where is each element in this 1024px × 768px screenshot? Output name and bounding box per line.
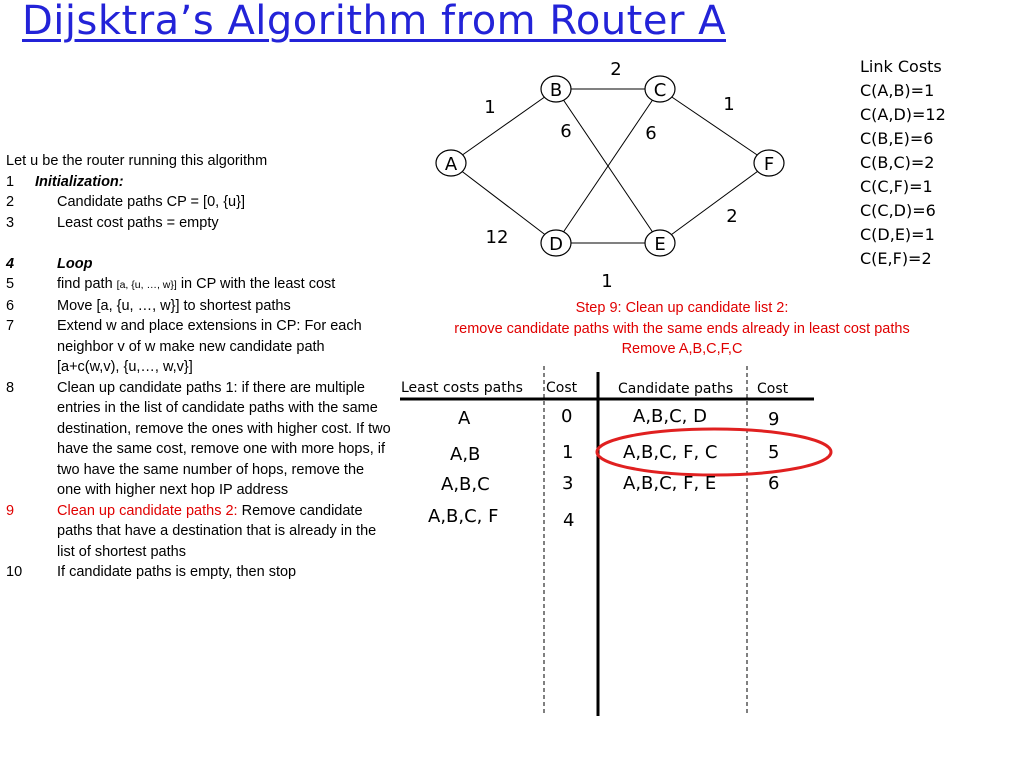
step-note-line-3: Remove A,B,C,F,C <box>621 341 743 357</box>
least-cost-cell: 4 <box>563 510 575 531</box>
step-note-line-1: Step 9: Clean up candidate list 2: <box>575 300 789 316</box>
edge-label-be: 6 <box>560 121 572 142</box>
algorithm-step-4: 4 Loop <box>6 255 93 272</box>
algorithm-step-5: 5 find path [a, {u, …, w}] in CP with the least cost <box>6 276 336 292</box>
link-cost-item: C(C,D)=6 <box>860 201 936 220</box>
link-cost-item: C(A,D)=12 <box>860 105 946 124</box>
edge-label-ad: 12 <box>485 227 509 248</box>
algorithm-step-10: 10 If candidate paths is empty, then stop <box>6 564 297 580</box>
link-cost-item: C(B,C)=2 <box>860 153 935 172</box>
graph-edges <box>451 89 769 243</box>
edge-a-b <box>451 89 556 163</box>
link-cost-item: C(C,F)=1 <box>860 177 933 196</box>
edge-label-cf: 1 <box>723 94 735 115</box>
header-least-cost-paths: Least costs paths <box>401 380 523 396</box>
candidate-path-cell: A,B,C, D <box>633 406 707 427</box>
candidate-cost-cell: 6 <box>768 473 780 494</box>
edge-label-cd: 6 <box>645 123 657 144</box>
algorithm-step-1: 1 Initialization: <box>6 173 124 190</box>
candidate-cost-cell: 5 <box>768 442 780 463</box>
edge-label-bc: 2 <box>610 59 622 80</box>
algorithm-step-7: 7 Extend w and place extensions in CP: For each neighbor v of w make new candidate path [a+c(w,v), {u,…, w,v}] <box>6 318 362 375</box>
least-path-cell: A,B,C, F <box>428 506 499 527</box>
least-path-cell: A,B <box>450 444 481 465</box>
algorithm-step-6: 6 Move [a, {u, …, w}] to shortest paths <box>6 297 291 314</box>
step-note <box>392 298 972 360</box>
node-label-b: B <box>549 80 563 101</box>
node-label-f: F <box>763 154 775 175</box>
algorithm-step-8: 8 Clean up candidate paths 1: if there are multiple entries in the list of candidate paths with the same destination, remove the ones with higher cost. If two have the same cost, remove one with more hops, if two have the same number of hops, remove the one with higher next hop IP address <box>6 379 391 498</box>
node-label-d: D <box>549 234 563 255</box>
edge-label-ab: 1 <box>484 97 496 118</box>
algorithm-step-9: 9 Clean up candidate paths 2: Remove candidate paths that have a destination that is already in the list of shortest paths <box>6 502 377 560</box>
edge-label-ef: 2 <box>726 206 738 227</box>
candidate-cost-cell: 9 <box>768 409 780 430</box>
least-cost-cell: 3 <box>562 473 574 494</box>
node-label-a: A <box>444 154 458 175</box>
link-costs-header: Link Costs <box>860 57 942 76</box>
algorithm-step-3: 3 Least cost paths = empty <box>6 214 219 231</box>
page-title: Dijsktra’s Algorithm from Router A <box>22 0 726 44</box>
link-cost-item: C(D,E)=1 <box>860 225 935 244</box>
node-label-e: E <box>654 234 666 255</box>
step-note-line-2: remove candidate paths with the same ends already in least cost paths <box>454 320 910 337</box>
algorithm-intro: Let u be the router running this algorithm <box>6 153 268 169</box>
node-label-c: C <box>653 80 667 101</box>
link-cost-item: C(A,B)=1 <box>860 81 935 100</box>
header-candidate-paths: Candidate paths <box>618 381 734 397</box>
candidate-path-cell: A,B,C, F, E <box>623 473 717 494</box>
least-cost-cell: 0 <box>561 406 573 427</box>
least-cost-cell: 1 <box>562 442 574 463</box>
edge-e-f <box>660 163 769 243</box>
algorithm-step-2: 2 Candidate paths CP = [0, {u}] <box>6 194 245 210</box>
candidate-path-cell: A,B,C, F, C <box>623 442 718 463</box>
edge-label-de: 1 <box>601 271 613 292</box>
least-path-cell: A,B,C <box>441 474 490 495</box>
link-cost-item: C(B,E)=6 <box>860 129 934 148</box>
least-path-cell: A <box>458 408 471 429</box>
header-cost-right: Cost <box>757 381 789 397</box>
edge-c-f <box>660 89 769 163</box>
edge-labels <box>484 59 737 292</box>
link-cost-item: C(E,F)=2 <box>860 249 932 268</box>
header-cost-left: Cost <box>546 380 578 396</box>
